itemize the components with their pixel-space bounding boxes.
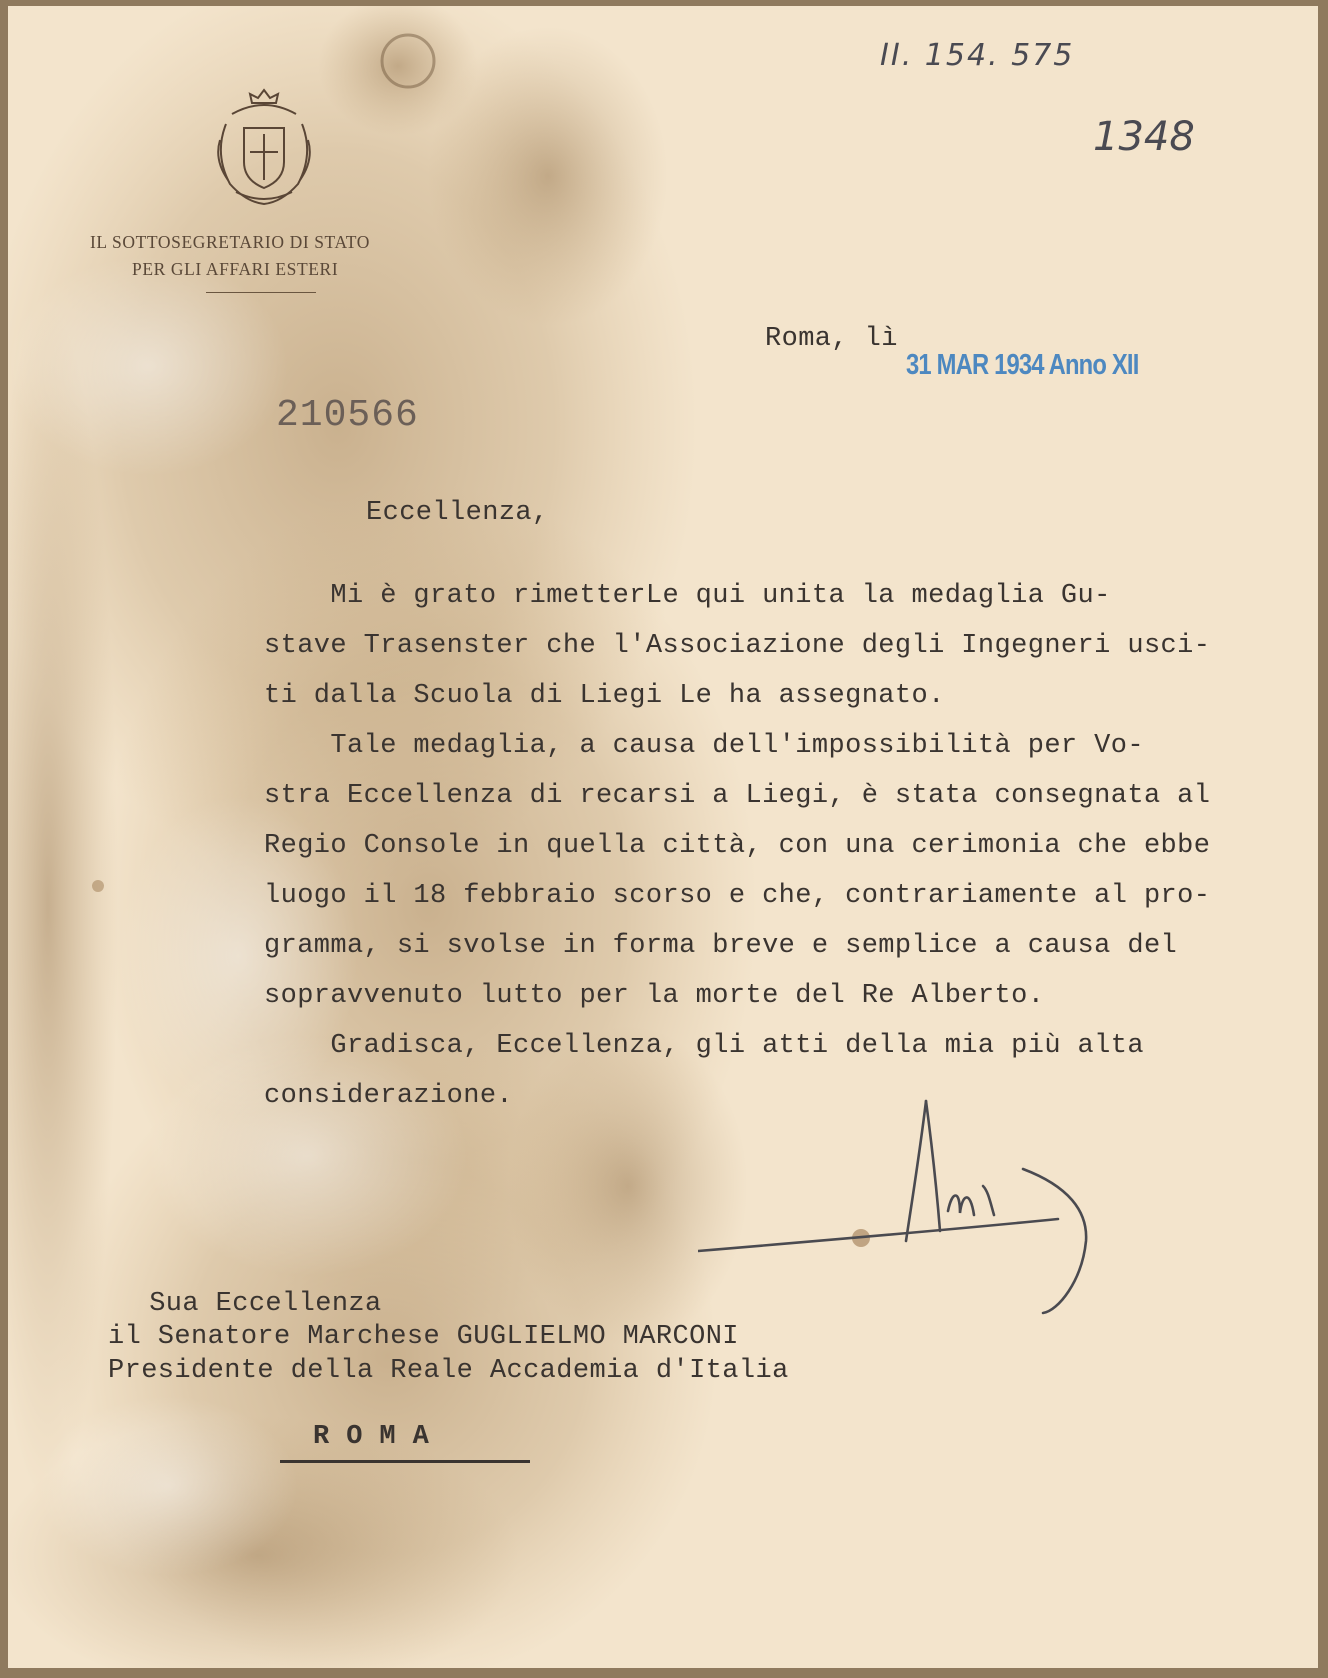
page-number: 1348	[1093, 114, 1195, 160]
body-line: luogo il 18 febbraio scorso e che, contrariamente al pro-	[264, 881, 1211, 911]
addressee-line-3: Presidente della Reale Accademia d'Italia	[108, 1356, 789, 1386]
body-line: Gradisca, Eccellenza, gli atti della mia più alta	[264, 1031, 1144, 1061]
protocol-number-stamp: 210566	[276, 394, 419, 437]
date-prefix: Roma, lì	[765, 324, 898, 354]
body-line: stave Trasenster che l'Associazione degli Ingegneri usci-	[264, 631, 1211, 661]
salutation: Eccellenza,	[366, 498, 549, 528]
coat-of-arms-emblem	[210, 84, 318, 208]
body-line: considerazione.	[264, 1081, 514, 1111]
letterhead-line-1: IL SOTTOSEGRETARIO DI STATO	[90, 232, 370, 252]
signature	[698, 1091, 1218, 1321]
body-line: gramma, si svolse in forma breve e semplice a causa del	[264, 931, 1178, 961]
letterhead-line-2: PER GLI AFFARI ESTERI	[132, 259, 339, 279]
letter-page	[8, 6, 1318, 1668]
body-line: Regio Console in quella città, con una cerimonia che ebbe	[264, 831, 1211, 861]
city-underline	[280, 1460, 530, 1463]
body-line: Mi è grato rimetterLe qui unita la medaglia Gu-	[264, 581, 1111, 611]
addressee-line-1: Sua Eccellenza	[116, 1289, 382, 1319]
body-line: stra Eccellenza di recarsi a Liegi, è stata consegnata al	[264, 781, 1211, 811]
date-stamp: 31 MAR 1934 Anno XII	[906, 349, 1139, 381]
body-line: Tale medaglia, a causa dell'impossibilità per Vo-	[264, 731, 1144, 761]
letterhead-rule	[206, 292, 316, 293]
addressee-line-2: il Senatore Marchese GUGLIELMO MARCONI	[108, 1322, 739, 1352]
addressee-city: R O M A	[313, 1422, 430, 1452]
body-line: ti dalla Scuola di Liegi Le ha assegnato.	[264, 681, 945, 711]
archive-number: II. 154. 575	[880, 38, 1075, 73]
body-line: sopravvenuto lutto per la morte del Re Alberto.	[264, 981, 1045, 1011]
